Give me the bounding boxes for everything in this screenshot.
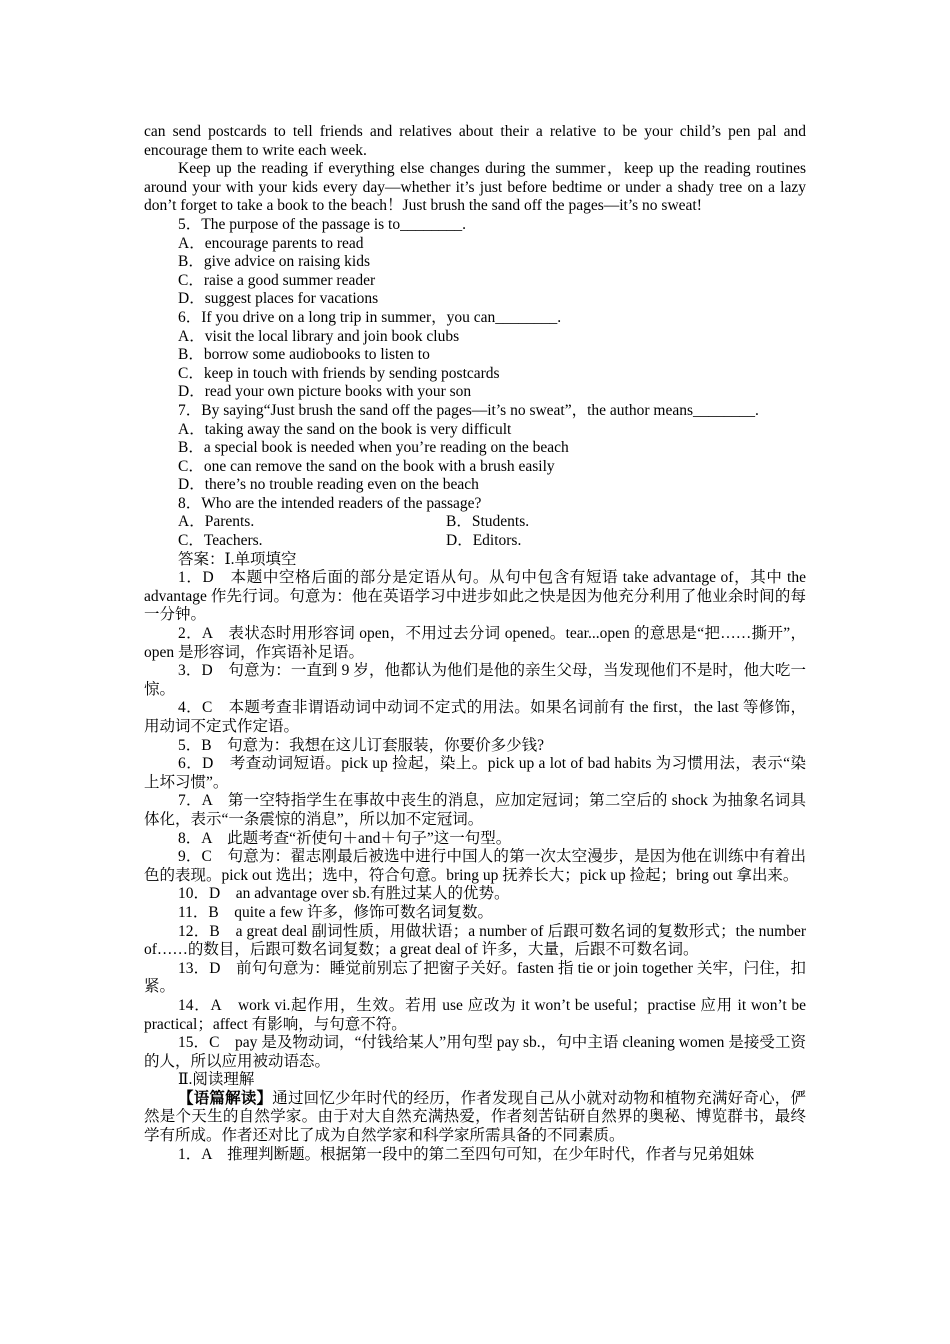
answer-item: 15．C pay 是及物动词，“付钱给某人”用句型 pay sb.，句中主语 cleaning women 是接受工资的人，所以应用被动语态。 — [144, 1034, 806, 1070]
passage-analysis — [144, 1090, 806, 1146]
answer-item: 3．D 句意为：一直到 9 岁，他都认为他们是他的亲生父母，当发现他们不是时，他大吃一惊。 — [144, 662, 806, 698]
answer-item: 11．B quite a few 许多，修饰可数名词复数。 — [178, 903, 493, 921]
analysis-label: 【语篇解读】 — [178, 1089, 273, 1107]
answer-item: 6．D 考查动词短语。pick up 捡起，染上。pick up a lot of bad habits 为习惯用法，表示“染上坏习惯”。 — [144, 755, 806, 791]
answer-item: 2．A 表状态时用形容词 open，不用过去分词 opened。tear...open 的意思是“把……撕开”，open 是形容词，作宾语补足语。 — [144, 625, 806, 661]
question-8-option-b: B．Students. — [446, 513, 530, 531]
question-5-option-d: D．suggest places for vacations — [178, 290, 379, 308]
answer-item: 4．C 本题考查非谓语动词中动词不定式的用法。如果名词前有 the first，the last 等修饰，用动词不定式作定语。 — [144, 699, 806, 735]
question-6-stem: 6．If you drive on a long trip in summer，you can________. — [178, 308, 562, 326]
question-7-option-b: B．a special book is needed when you’re reading on the beach — [178, 439, 569, 457]
answer-item: 12．B a great deal 副词性质，用做状语；a number of 后跟可数名词的复数形式；the number of……的数目，后跟可数名词复数；a great deal of 许多，大量，后跟不可数名词。 — [144, 922, 806, 959]
answer-item: 7．A 第一空特指学生在事故中丧生的消息，应加定冠词；第二空后的 shock 为抽象名词具体化，表示“一条震惊的消息”，所以加不定冠词。 — [144, 792, 806, 828]
question-7-option-c: C．one can remove the sand on the book with a brush easily — [178, 457, 555, 475]
answer-item: 14．A work vi.起作用，生效。若用 use 应改为 it won’t be useful；practise 应用 it won’t be practical；affect 有影响，与句意不符。 — [144, 996, 806, 1033]
answer-item: 13．D 前句句意为：睡觉前别忘了把窗子关好。fasten 指 tie or join together 关牢，闩住，扣紧。 — [144, 959, 806, 996]
question-8-option-a: A．Parents. — [178, 513, 255, 531]
question-6-option-b: B．borrow some audiobooks to listen to — [178, 346, 430, 364]
question-6-option-c: C．keep in touch with friends by sending postcards — [178, 364, 500, 382]
question-8-option-c: C．Teachers. — [178, 532, 263, 550]
question-6-option-a: A．visit the local library and join book clubs — [178, 327, 460, 345]
passage-paragraph-2: Keep up the reading if everything else changes during the summer，keep up the reading routines around your with your kids every day—whether it’s just before bedtime or under a shady tree on a lazy don’t forget to take a book to the beach！Just brush the sand off the pages—it’s no sweat! — [144, 160, 806, 215]
analysis-text: 通过回忆少年时代的经历，作者发现自己从小就对动物和植物充满好奇心，俨然是个天生的自然学家。由于对大自然充满热爱，作者刻苦钻研自然界的奥秘、博览群书，最终学有所成。作者还对比了成为自然学家和科学家所需具备的不同素质。 — [144, 1089, 806, 1145]
question-8-options-row-2 — [144, 532, 806, 551]
question-7-option-a: A．taking away the sand on the book is very difficult — [178, 420, 512, 438]
question-6-option-d: D．read your own picture books with your son — [178, 383, 472, 401]
question-8-option-d: D．Editors. — [446, 532, 522, 550]
answer-item: 10．D an advantage over sb.有胜过某人的优势。 — [178, 885, 510, 903]
reading-answer-1: 1．A 推理判断题。根据第一段中的第二至四句可知，在少年时代，作者与兄弟姐妹 — [178, 1145, 755, 1163]
answer-item: 9．C 句意为：翟志刚最后被选中进行中国人的第一次太空漫步，是因为他在训练中有着出色的表现。pick out 选出；选中，符合句意。bring up 抚养长大；pick up 捡起；bring out 拿出来。 — [144, 848, 806, 884]
answers-header — [144, 551, 806, 570]
question-8-options-row-1 — [144, 513, 806, 532]
answer-item: 8．A 此题考查“祈使句＋and＋句子”这一句型。 — [178, 829, 512, 847]
answer-item: 5．B 句意为：我想在这儿订套服装，你要价多少钱? — [178, 736, 544, 754]
question-7-stem: 7．By saying“Just brush the sand off the pages—it’s no sweat”，the author means________. — [178, 401, 759, 419]
answer-item: 1．D 本题中空格后面的部分是定语从句。从句中包含有短语 take advantage of，其中 the advantage 作先行词。句意为：他在英语学习中进步如此之快是因为他充分利用了他业余时间的每一分钟。 — [144, 569, 806, 624]
section-2-heading: Ⅱ.阅读理解 — [178, 1071, 255, 1089]
section-1-heading: Ⅰ.单项填空 — [224, 550, 297, 568]
question-5-option-b: B．give advice on raising kids — [178, 253, 370, 271]
question-5-option-a: A．encourage parents to read — [178, 234, 364, 252]
answers-label: 答案： — [178, 550, 225, 568]
question-5-option-c: C．raise a good summer reader — [178, 271, 376, 289]
question-5-stem: 5．The purpose of the passage is to________. — [178, 215, 466, 233]
question-7-option-d: D．there’s no trouble reading even on the beach — [178, 476, 479, 494]
question-8-stem: 8．Who are the intended readers of the passage? — [178, 494, 482, 512]
passage-paragraph-1: can send postcards to tell friends and relatives about their a relative to be your child’s pen pal and encourage them to write each week. — [144, 123, 806, 159]
